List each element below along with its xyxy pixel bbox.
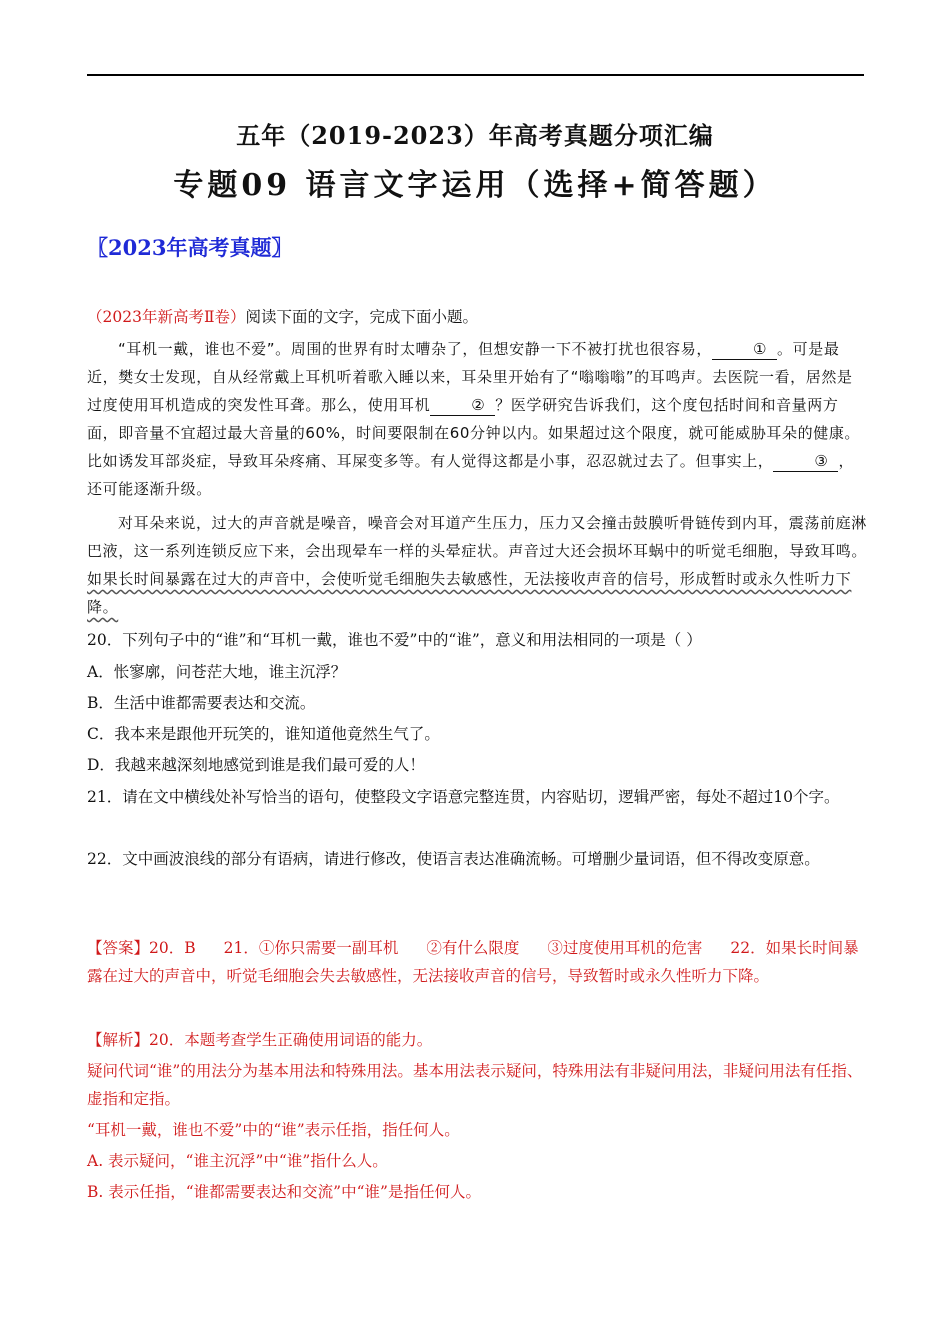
- answer-label: 【答案】: [87, 939, 150, 957]
- question-source: （2023年新高考Ⅱ卷）: [87, 308, 246, 326]
- passage-paragraph-2: 对耳朵来说，过大的声音就是噪音，噪音会对耳道产生压力，压力又会撞击鼓膜听骨链传到内耳，震荡前庭淋巴液，这一系列连锁反应下来，会出现晕车一样的头晕症状。声音过大还会损坏耳蜗中的听觉毛细胞，导致耳鸣。如果长时间暴露在过大的声音中，会使听觉毛细胞失去敏感性，无法接收声音的信号，形成暂时或永久性听力下降。: [87, 514, 868, 616]
- section-title: 〖2023年高考真题〗: [87, 235, 293, 260]
- question-intro: [87, 303, 867, 331]
- option-c: C．我本来是跟他开玩笑的，谁知道他竟然生气了。: [87, 725, 440, 743]
- question-instruction: 阅读下面的文字，完成下面小题。: [245, 308, 478, 326]
- answer-block: 【答案】20．B 21．①你只需要一副耳机 ②有什么限度 ③过度使用耳机的危害 22．如果长时间暴露在过大的声音中，听觉毛细胞会失去敏感性，无法接收声音的信号，导致暂时或永久性听力下降。: [87, 939, 859, 985]
- question-21: 21．请在文中横线处补写恰当的语句，使整段文字语意完整连贯，内容贴切，逻辑严密，每处不超过10个字。: [87, 788, 840, 806]
- question-20: 20．下列句子中的“谁”和“耳机一戴，谁也不爱”中的“谁”，意义和用法相同的一项是（ ）: [87, 631, 702, 649]
- analysis-block: 【解析】20．本题考查学生正确使用词语的能力。 疑问代词“谁”的用法分为基本用法和特殊用法。基本用法表示疑问，特殊用法有非疑问用法，非疑问用法有任指、虚指和定指。 “耳机一戴，谁也不爱”中的“谁”表示任指，指任何人。 A. 表示疑问，“谁主沉浮”中“谁”指什么人。 B. 表示任指，“谁都需要表达和交流”中“谁”是指任何人。: [87, 1031, 863, 1201]
- blank-3: ③: [773, 451, 838, 472]
- option-d: D．我越来越深刻地感觉到谁是我们最可爱的人！: [87, 756, 425, 774]
- wavy-underlined-sentence: 如果长时间暴露在过大的声音中，会使听觉毛细胞失去敏感性，无法接收声音的信号，形成暂时或永久性听力下降。: [87, 570, 852, 616]
- option-a: A．怅寥廓，问苍茫大地，谁主沉浮？: [87, 663, 347, 681]
- blank-1: ①: [712, 339, 777, 360]
- blank-2: ②: [430, 395, 495, 416]
- doc-subtitle: 专题09 语言文字运用（选择+简答题）: [173, 168, 777, 203]
- option-b: B．生活中谁都需要表达和交流。: [87, 694, 316, 712]
- passage-paragraph-1: “耳机一戴，谁也不爱”。周围的世界有时太嘈杂了，但想安静一下不被打扰也很容易， ① 。可是最近，樊女士发现，自从经常戴上耳机听着歌入睡以来，耳朵里开始有了“嗡嗡嗡”的耳鸣声。去医院一看，居然是过度使用耳机造成的突发性耳聋。那么，使用耳机 ② ？医学研究告诉我们，这个度包括时间和音量两方面，即音量不宜超过最大音量的60%，时间要限制在60分钟以内。如果超过这个限度，就可能威胁耳朵的健康。比如诱发耳部炎症，导致耳朵疼痛、耳屎变多等。有人觉得这都是小事，忍忍就过去了。但事实上， ③ ，还可能逐渐升级。: [87, 340, 861, 498]
- doc-title: 五年（2019-2023）年高考真题分项汇编: [236, 121, 714, 150]
- analysis-label: 【解析】: [87, 1031, 150, 1049]
- top-rule: [87, 74, 864, 76]
- question-22: 22．文中画波浪线的部分有语病，请进行修改，使语言表达准确流畅。可增删少量词语，但不得改变原意。: [87, 850, 820, 868]
